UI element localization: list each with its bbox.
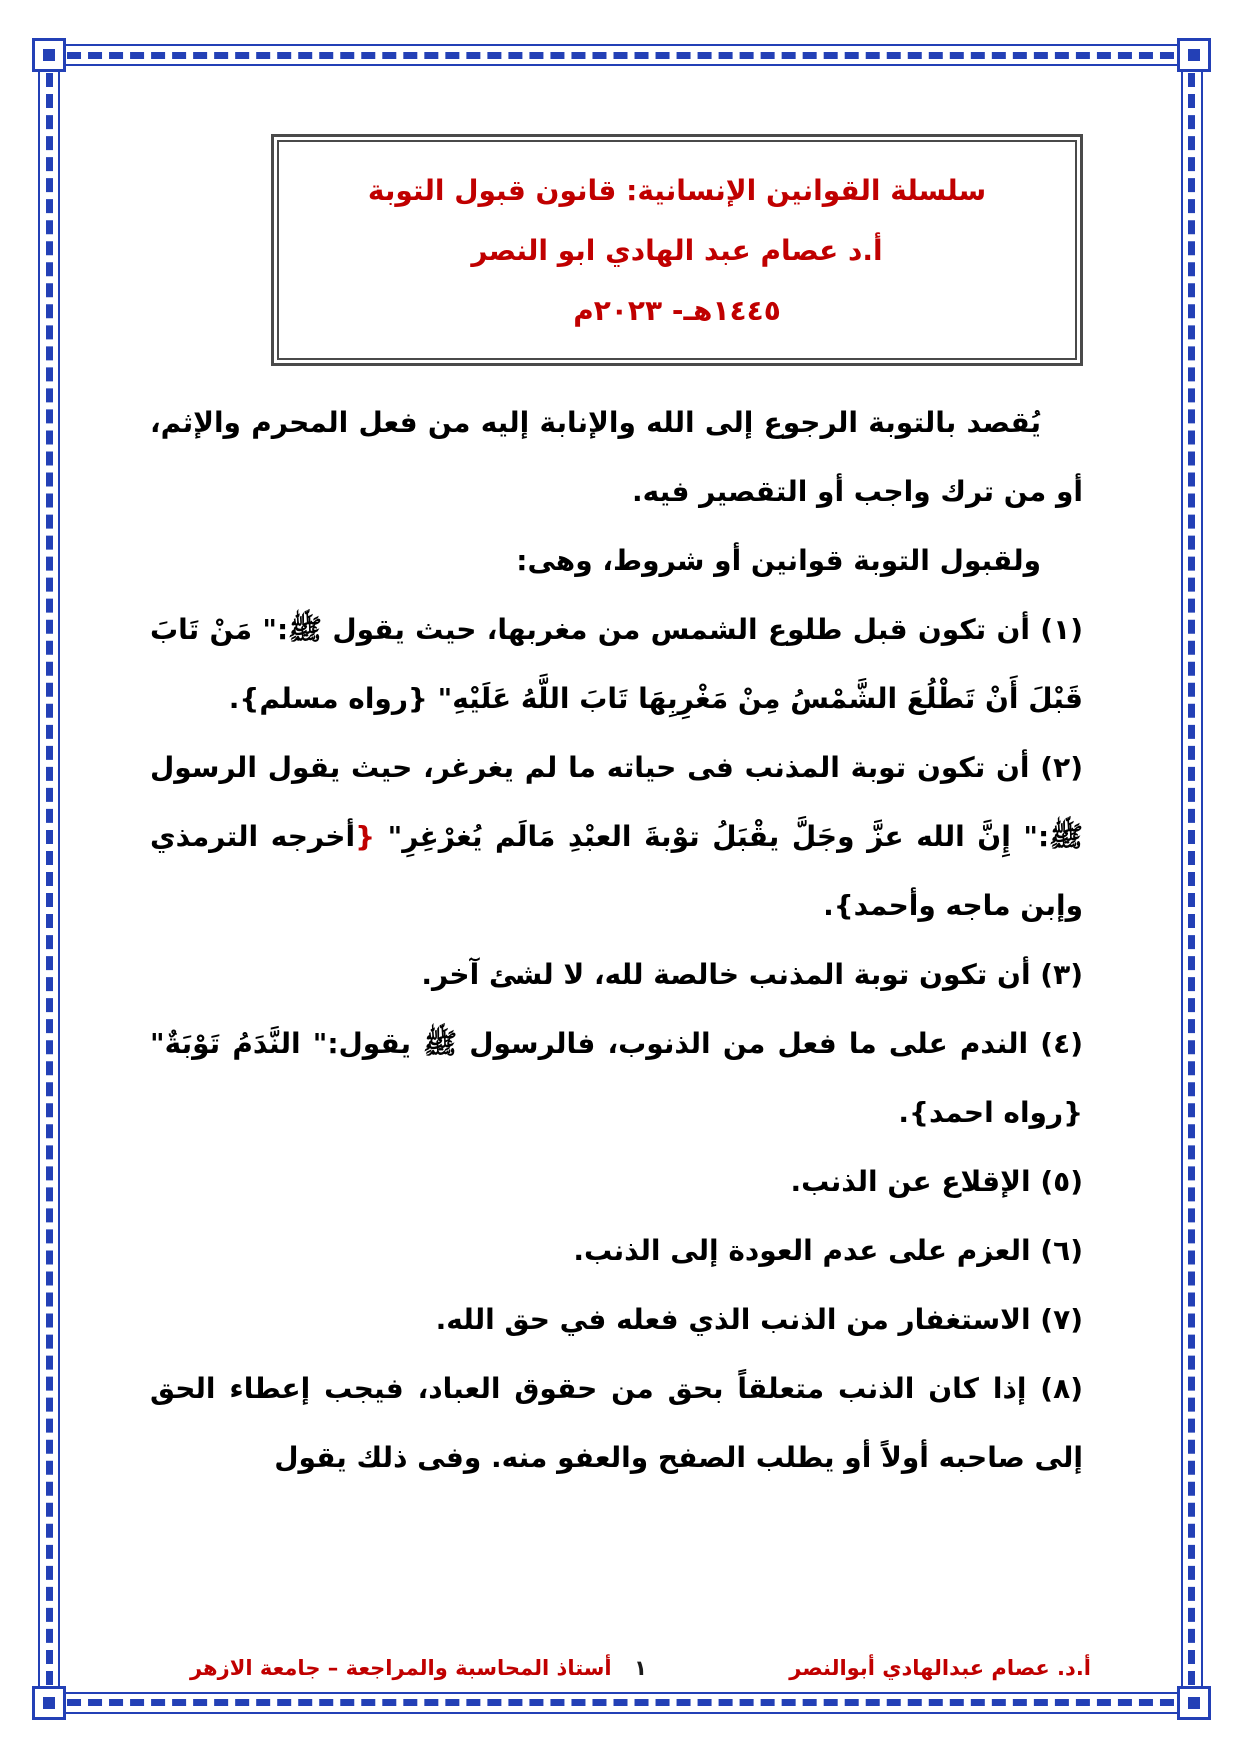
body-text-segment: (٣) أن تكون توبة المذنب خالصة لله، لا لشئ آخر. — [421, 958, 1083, 991]
series-title: سلسلة القوانين الإنسانية: قانون قبول التوبة — [367, 174, 987, 207]
body-text-segment: (٤) الندم على ما فعل من الذنوب، فالرسول ﷺ يقول:" النَّدَمُ تَوْبَةٌ" {رواه احمد}. — [150, 1027, 1083, 1129]
body-text-segment: يُقصد بالتوبة الرجوع إلى الله والإنابة إليه من فعل المحرم والإثم، أو من ترك واجب أو التقصير فيه. — [150, 406, 1083, 508]
author-name: أ.د عصام عبد الهادي ابو النصر — [471, 234, 883, 267]
body-text-segment: (١) أن تكون قبل طلوع الشمس من مغربها، حيث يقول ﷺ:" مَنْ تَابَ قَبْلَ أَنْ تَطْلُعَ الشَّمْسُ مِنْ مَغْرِبِهَا تَابَ اللَّهُ عَلَيْهِ" {رواه مسلم}. — [150, 613, 1083, 715]
footer-author-name: أ.د. عصام عبدالهادي أبوالنصر — [789, 1656, 1091, 1680]
body-paragraph — [150, 1147, 1083, 1216]
body-paragraph — [150, 1216, 1083, 1285]
body-paragraph — [150, 1009, 1083, 1147]
body-text-segment: ولقبول التوبة قوانين أو شروط، وهى: — [516, 544, 1041, 577]
title-box — [271, 134, 1083, 366]
body-text-accent-segment: { — [355, 820, 376, 853]
border-corner-ornament-bottom-right — [1177, 1686, 1211, 1720]
border-corner-ornament-bottom-left — [32, 1686, 66, 1720]
publication-date: ١٤٤٥هـ- ٢٠٢٣م — [573, 294, 781, 327]
body-paragraph — [150, 388, 1083, 526]
body-paragraph — [150, 940, 1083, 1009]
page-content — [150, 134, 1083, 1492]
body-paragraph — [150, 1354, 1083, 1492]
body-text-segment: (٧) الاستغفار من الذنب الذي فعله في حق الله. — [435, 1303, 1083, 1336]
document-body — [150, 388, 1083, 1492]
border-corner-ornament-top-right — [1177, 38, 1211, 72]
body-text-segment: (٨) إذا كان الذنب متعلقاً بحق من حقوق العباد، فيجب إعطاء الحق إلى صاحبه أولاً أو يطلب الصفح والعفو منه. وفى ذلك يقول — [150, 1372, 1083, 1474]
body-paragraph — [150, 526, 1083, 595]
page-footer — [190, 1656, 1091, 1680]
body-text-segment: (٥) الإقلاع عن الذنب. — [790, 1165, 1083, 1198]
footer-affiliation: أستاذ المحاسبة والمراجعة – جامعة الازهر — [189, 1656, 612, 1680]
body-paragraph — [150, 1285, 1083, 1354]
body-text-segment: (٢) أن تكون توبة المذنب فى حياته ما لم يغرغر، حيث يقول الرسول ﷺ:" إِنَّ الله عزَّ وجَلَّ يقْبَلُ توْبةَ العبْدِ مَالَم يُغرْغِرِ" — [150, 751, 1083, 853]
footer-page-number: ١ — [634, 1656, 647, 1680]
body-paragraph — [150, 595, 1083, 733]
body-text-segment: (٦) العزم على عدم العودة إلى الذنب. — [573, 1234, 1083, 1267]
border-corner-ornament-top-left — [32, 38, 66, 72]
body-paragraph — [150, 733, 1083, 940]
body-text-segment: أخرجه الترمذي وإبن ماجه وأحمد}. — [150, 820, 1083, 922]
